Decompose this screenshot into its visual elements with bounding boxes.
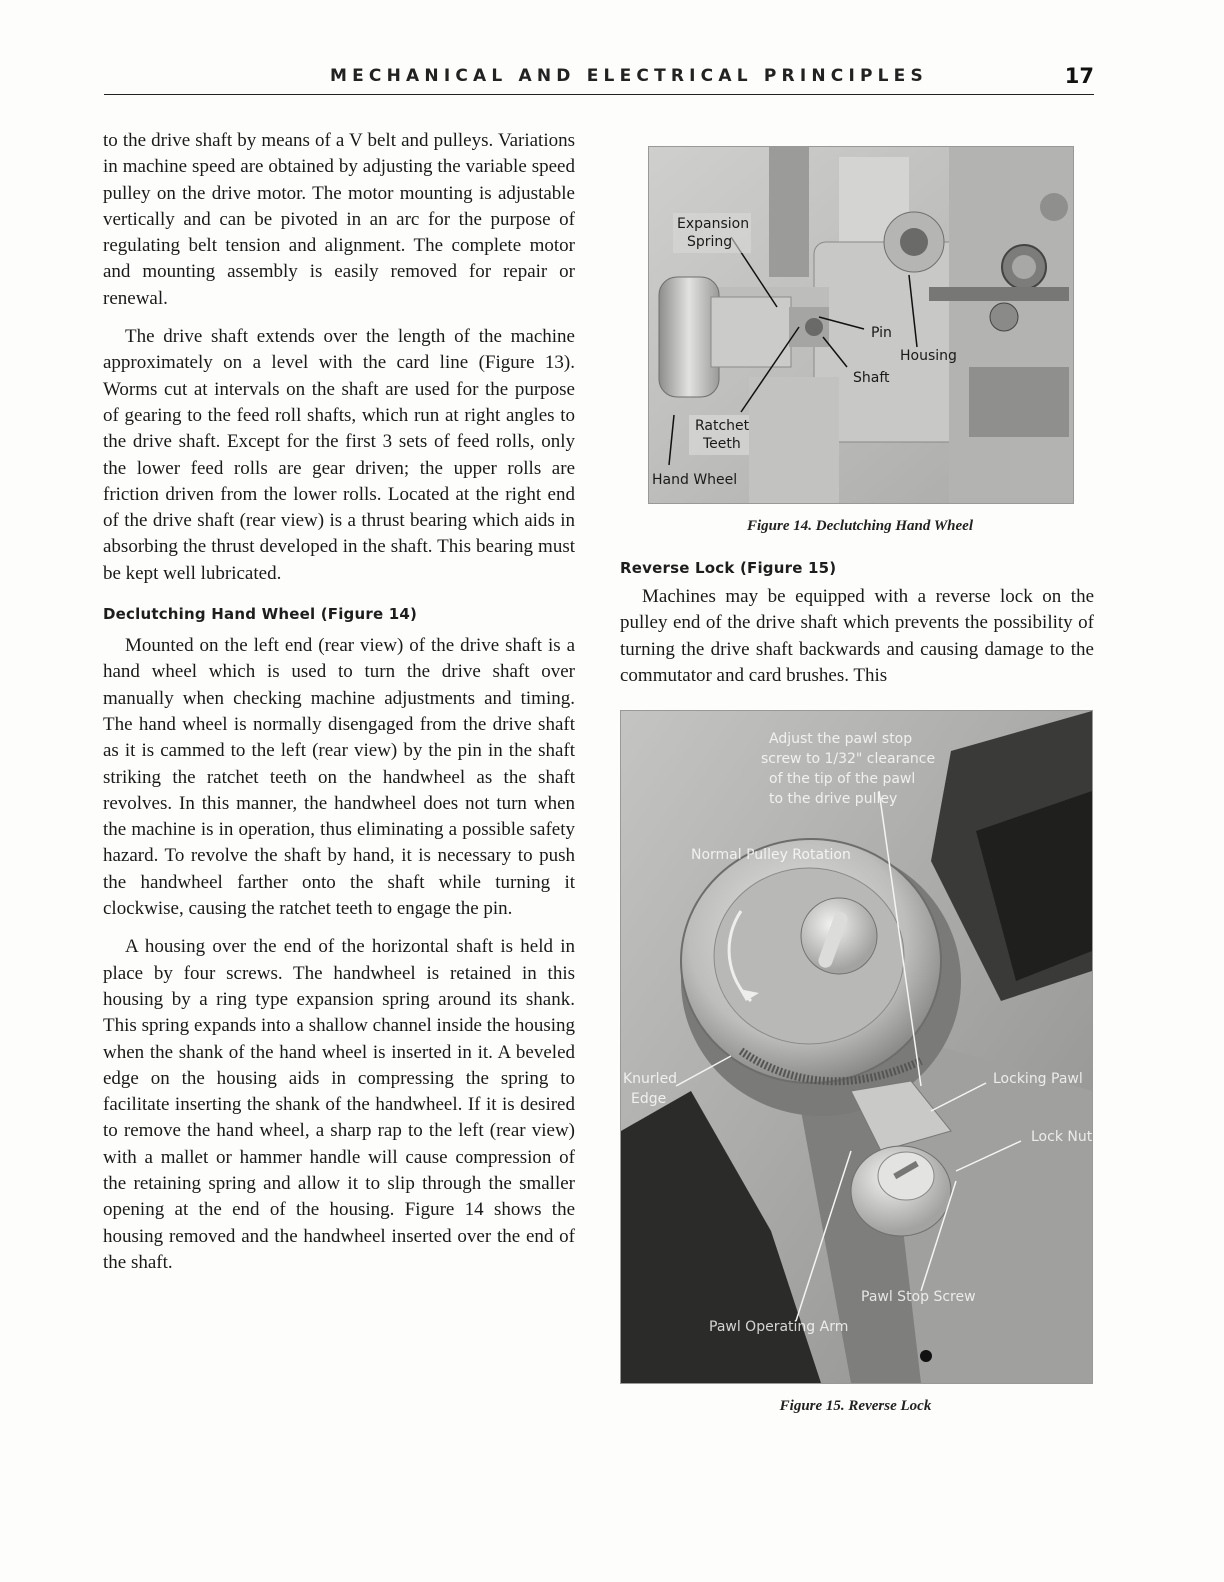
label-pawl-operating-arm: Pawl Operating Arm: [709, 1319, 849, 1335]
section-heading-reverse-lock: Reverse Lock (Figure 15): [620, 559, 837, 577]
label-adjust-line4: to the drive pulley: [769, 791, 898, 807]
page-number: 17: [1064, 64, 1094, 88]
figure-14-caption: Figure 14. Declutching Hand Wheel: [747, 518, 973, 534]
label-adjust-line2: screw to 1/32" clearance: [761, 751, 936, 767]
paragraph: The drive shaft extends over the length of the machine approximately on a level with the card line (Figure 13). Worms cut at intervals on the shaft are used for the purpose of gearing to the feed roll shafts, which run at right angles to the drive shaft. Except for the first 3 sets of feed rolls, only the lower feed rolls are gear driven; the upper rolls are friction driven from the lower rolls. Located at the right end of the drive shaft (rear view) is a thrust bearing which aids in absorbing the thrust developed in the shaft. This bearing must be kept well lubricated.: [103, 326, 575, 584]
label-pin: Pin: [871, 325, 892, 341]
label-housing: Housing: [900, 348, 957, 364]
label-adjust-line1: Adjust the pawl stop: [769, 731, 913, 747]
figure-15-photo: [620, 710, 1093, 1384]
label-shaft: Shaft: [853, 370, 890, 386]
label-spring: Spring: [687, 234, 733, 250]
paragraph: A housing over the end of the horizontal shaft is held in place by four screws. The handwheel is retained in this housing by a ring type expansion spring around its shank. This spring expands into a shallow channel inside the housing when the shank of the hand wheel is inserted in it. A beveled edge on the housing aids in compressing the spring to facilitate inserting the shank of the handwheel. If it is desired to remove the hand wheel, a sharp rap to the left (rear view) with a mallet or hammer handle will cause compression of the retaining spring and allow it to slip through the smaller opening at the end of the housing. Figure 14 shows the housing removed and the handwheel inserted over the end of the shaft.: [103, 936, 575, 1273]
figure-15-caption: Figure 15. Reverse Lock: [779, 1398, 932, 1414]
left-column: [103, 128, 575, 1288]
label-locking-pawl: Locking Pawl: [993, 1071, 1083, 1087]
label-expansion: Expansion: [677, 216, 750, 232]
label-knurled: Knurled: [623, 1071, 678, 1087]
label-ratchet: Ratchet: [695, 418, 750, 434]
label-normal-pulley-rotation: Normal Pulley Rotation: [691, 847, 851, 863]
label-edge: Edge: [631, 1091, 667, 1107]
section-heading-declutching: Declutching Hand Wheel (Figure 14): [103, 605, 418, 624]
label-lock-nut: Lock Nut: [1031, 1129, 1092, 1145]
paragraph: Machines may be equipped with a reverse lock on the pulley end of the drive shaft which prevents the possibility of turning the drive shaft backwards and causing damage to the commutator and card brushes. This: [620, 586, 1094, 686]
paragraph: to the drive shaft by means of a V belt and pulleys. Variations in machine speed are obtained by adjusting the variable speed pulley on the drive motor. The motor mounting is adjustable vertically and can be pivoted in an arc for the purpose of regulating belt tension and alignment. The complete motor and mounting assembly is easily removed for repair or renewal.: [103, 130, 575, 309]
page-header: [104, 64, 1094, 95]
running-title: MECHANICAL AND ELECTRICAL PRINCIPLES: [330, 66, 928, 86]
label-pawl-stop-screw: Pawl Stop Screw: [861, 1289, 976, 1305]
paragraph: Mounted on the left end (rear view) of the drive shaft is a hand wheel which is used to turn the drive shaft over manually when checking machine adjustments and timing. The hand wheel is normally disengaged from the drive shaft as it is cammed to the left (rear view) by the pin in the shaft striking the ratchet teeth on the handwheel as the shaft revolves. In this manner, the handwheel does not turn when the machine is in operation, thus eliminating a possible safety hazard. To revolve the shaft by hand, it is necessary to push the handwheel farther onto the shaft while turning it clockwise, causing the ratchet teeth to engage the pin.: [103, 635, 575, 920]
label-adjust-line3: of the tip of the pawl: [769, 771, 916, 787]
label-hand-wheel: Hand Wheel: [652, 472, 738, 488]
figure-14-photo: [648, 146, 1074, 504]
label-teeth: Teeth: [703, 436, 741, 452]
